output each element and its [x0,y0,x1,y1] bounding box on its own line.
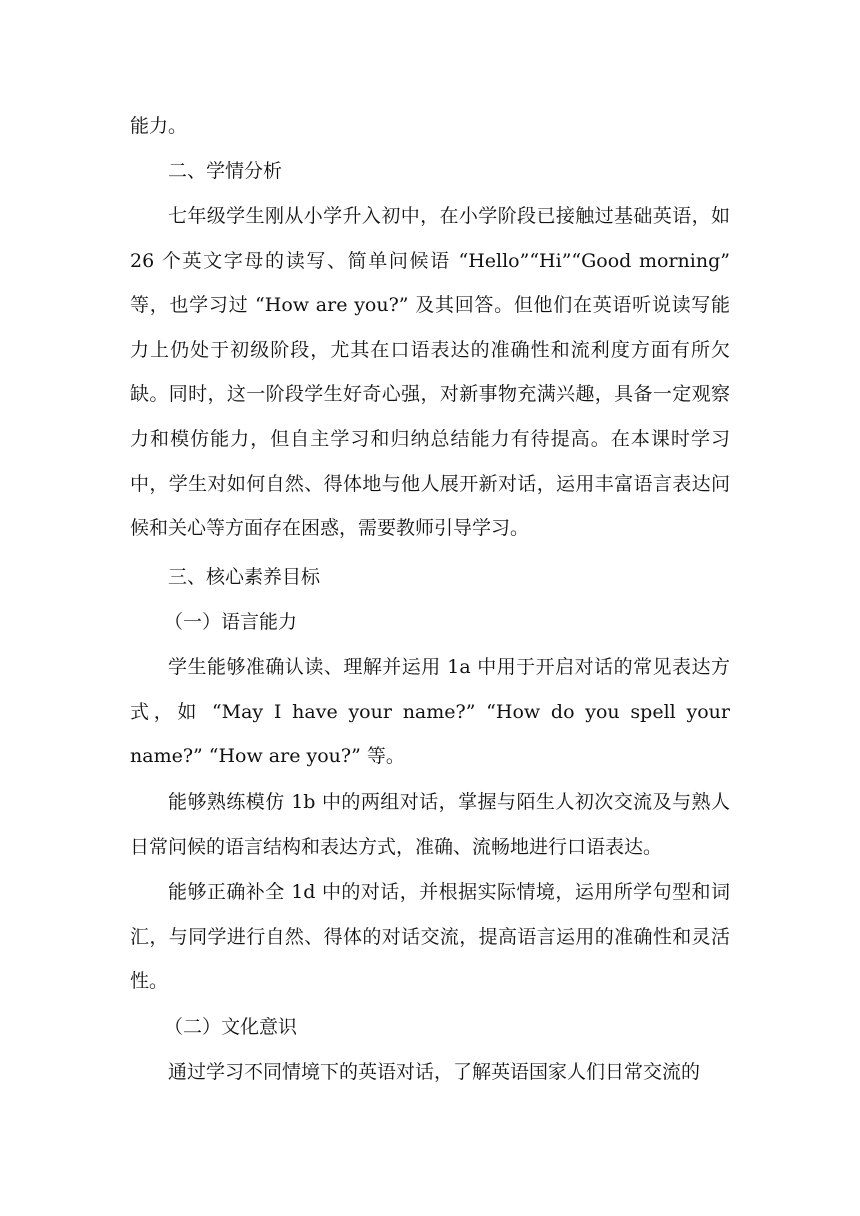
paragraph-learner-analysis: 七年级学生刚从小学升入初中，在小学阶段已接触过基础英语，如 26 个英文字母的读写、简单问候语 “Hello”“Hi”“Good morning” 等，也学习过 “How are you?” 及其回答。但他们在英语听说读写能力上仍处于初级阶段，尤其在口语表达的准确性和流利度方面有所欠缺。同时，这一阶段学生好奇心强，对新事物充满兴趣，具备一定观察力和模仿能力，但自主学习和归纳总结能力有待提高。在本课时学习中，学生对如何自然、得体地与他人展开新对话，运用丰富语言表达问候和关心等方面存在困惑，需要教师引导学习。 [130,205,730,540]
paragraph-language-ability-2: 能够熟练模仿 1b 中的两组对话，掌握与陌生人初次交流及与熟人日常问候的语言结构和表达方式，准确、流畅地进行口语表达。 [130,791,730,858]
subsection-heading-cultural-awareness: （二）文化意识 [164,1016,298,1038]
section-heading-learner-analysis: 二、学情分析 [168,160,283,182]
section-heading-core-goals: 三、核心素养目标 [168,566,321,588]
paragraph-language-ability-3: 能够正确补全 1d 中的对话，并根据实际情境，运用所学句型和词汇，与同学进行自然、得体的对话交流，提高语言运用的准确性和灵活性。 [130,881,730,993]
paragraph-cultural-awareness: 通过学习不同情境下的英语对话，了解英语国家人们日常交流的 [168,1061,701,1083]
paragraph-language-ability-1: 学生能够准确认读、理解并运用 1a 中用于开启对话的常见表达方式，如 “May I have your name?” “How do you spell your name?” “How are you?” 等。 [130,656,730,768]
paragraph-continuation: 能力。 [130,115,188,137]
subsection-heading-language-ability: （一）语言能力 [164,611,298,633]
